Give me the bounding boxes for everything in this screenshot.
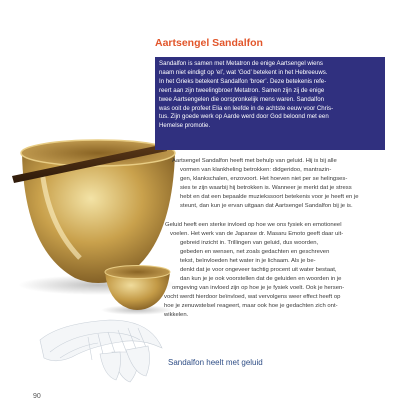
page-number: 90 bbox=[33, 393, 41, 400]
body-line: gebreid inzicht in. Trillingen van geluid, dus woorden, bbox=[180, 240, 319, 246]
body-line: vormen van klankheling betrokken: didgeridoo, mantrazin- bbox=[180, 167, 332, 173]
small-bowl-rim bbox=[105, 266, 170, 279]
intro-line: twee Aartsengelen die oorspronkelijk mens waren. Sandalfon bbox=[159, 95, 324, 103]
intro-line: tus. Zijn goede werk op Aarde werd door God beloond met een bbox=[159, 113, 329, 121]
angel-wing-icon bbox=[40, 320, 162, 382]
body-line: sies te zijn waarbij hij betrokken is. Wanneer je merkt dat je stress bbox=[180, 185, 352, 191]
intro-line: naam niet eindigt op ‘el’, wat ‘God’ betekent in het Hebreeuws. bbox=[159, 68, 328, 76]
intro-line: Sandalfon is samen met Metatron de enige Aartsengel wiens bbox=[159, 60, 323, 67]
intro-line: In het Grieks betekent Sandalfon ‘broer’. Deze betekenis refe- bbox=[159, 77, 327, 85]
body-line: wikkelen. bbox=[164, 312, 189, 318]
image-caption: Sandalfon heelt met geluid bbox=[168, 358, 263, 367]
body-line: dan kun je je ook voorstellen dat de geluiden en woorden in je bbox=[180, 276, 342, 282]
body-line: gen, klankschalen, enzovoort. Het hoeven niet per se helingses- bbox=[180, 176, 348, 182]
body-line: gebeden en wensen, net zoals gedachten en geschreven bbox=[180, 249, 330, 255]
body-line: Aartsengel Sandalfon heeft met behulp van geluid. Hij is bij alle bbox=[172, 158, 337, 164]
body-line: steunt, dan kun je ervan uitgaan dat Aartsengel Sandalfon bij je is. bbox=[180, 203, 353, 209]
body-line: denkt dat je voor ongeveer tachtig procent uit water bestaat, bbox=[180, 267, 337, 273]
intro-line: Hemelse promotie. bbox=[159, 122, 211, 130]
intro-line: reert aan zijn tweelingbroer Metatron. Samen zijn zij de enige bbox=[159, 86, 325, 94]
body-line: Geluid heeft een sterke invloed op hoe we ons fysiek en emotioneel bbox=[165, 222, 342, 228]
body-line: hoe je zenuwstelsel reageert, maar ook hoe je gedachten zich ont- bbox=[164, 303, 338, 309]
body-line: vocht werdt hierdoor beïnvloed, wat vervolgens weer effect heeft op bbox=[164, 294, 341, 300]
body-line: tekst, beïnvloeden het water in je lichaam. Als je be- bbox=[180, 258, 316, 264]
page-title: Aartsengel Sandalfon bbox=[155, 37, 263, 49]
body-line: omgeving van invloed zijn op hoe je je fysiek voelt. Ook je hersen- bbox=[172, 285, 345, 291]
body-line: voelen. Het werk van de Japanse dr. Masaru Emoto geeft daar uit- bbox=[170, 231, 344, 237]
body-line: hebt en dat een bepaalde muziekssoort betekenis voor je heeft en je bbox=[180, 194, 359, 200]
intro-line: was ooit de profeet Elia en leefde in de achtste eeuw voor Chris- bbox=[159, 104, 334, 112]
intro-box bbox=[155, 57, 385, 150]
